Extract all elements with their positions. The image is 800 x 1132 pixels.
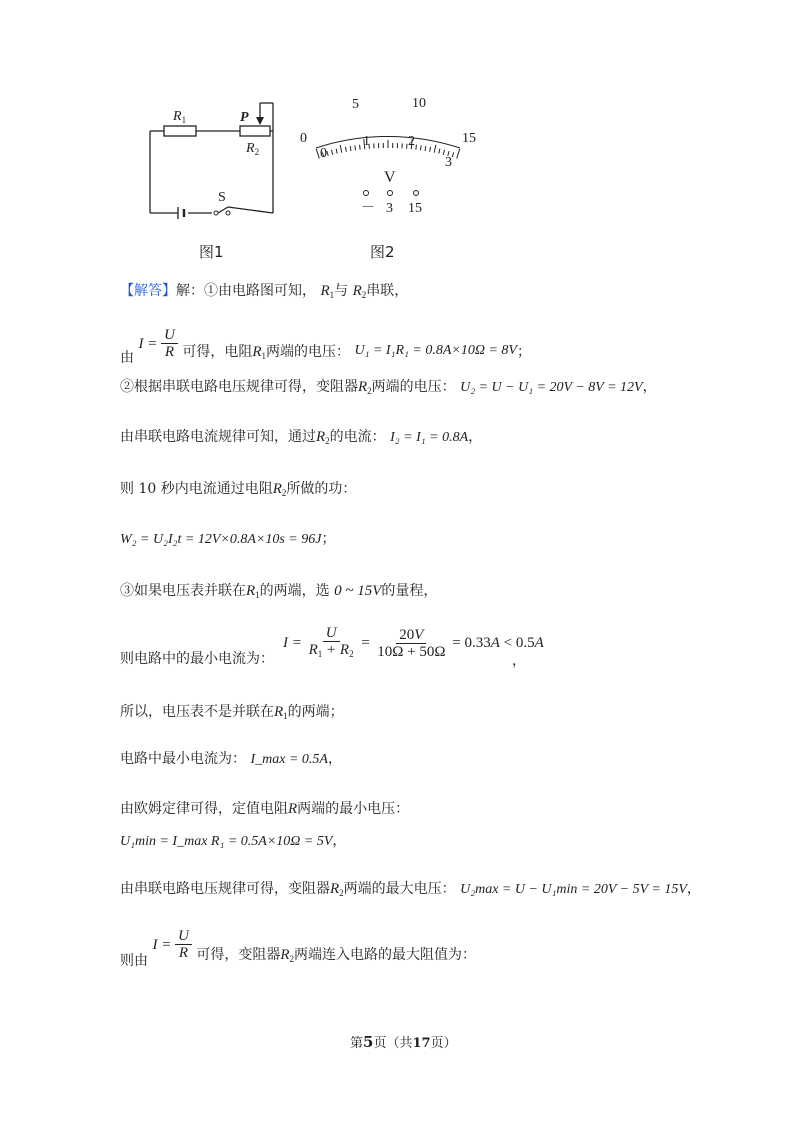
- outer-tick-15: 15: [462, 131, 476, 146]
- eq-imax: I_max = 0.5A: [250, 752, 328, 767]
- outer-tick-5: 5: [352, 97, 359, 112]
- label-s: S: [218, 190, 226, 205]
- eq-i-min: I = $\frac{U}{R_1 + R_2}$ = $\frac{20V}{10\Omega + 50\Omega}$ = 0.33A < 0.5A: [283, 625, 544, 660]
- label-p: P: [240, 110, 249, 125]
- dial-tick: [425, 146, 426, 151]
- terminal-15: [414, 191, 419, 196]
- page-footer: 第5页（共17页）: [350, 1033, 457, 1051]
- solution-line-4: 由串联电路电流规律可知，通过$R_2$的电流： I₂ = I₁ = 0.8A，: [120, 429, 483, 446]
- dial-tick: [430, 147, 431, 152]
- dial-tick: [416, 145, 417, 150]
- inner-tick-0: 0: [320, 146, 327, 161]
- page-total: 17: [412, 1036, 431, 1051]
- figure-2-voltmeter: [290, 90, 490, 220]
- terminal-3: [388, 191, 393, 196]
- label-r2: $R_2$: [246, 141, 260, 157]
- eq-i2: I₂ = I₁ = 0.8A: [390, 430, 469, 445]
- eq-u1min: U₁min = I_max R₁ = 0.5A×10Ω = 5V: [120, 834, 333, 849]
- rheostat-r2: [240, 126, 270, 136]
- dial-tick: [345, 147, 346, 152]
- resistor-r1: [164, 126, 196, 136]
- dial-tick: [327, 151, 328, 156]
- dial-tick: [443, 150, 444, 155]
- solution-line-2: 由 I = $\frac{U}{R}$ 可得，电阻$R_1$两端的电压： U₁ = I₁R₁ = 0.8A×10Ω = 8V；: [120, 327, 531, 366]
- solution-line-8-end: ，: [512, 653, 526, 669]
- dial-tick: [434, 145, 436, 153]
- inner-tick-3: 3: [445, 155, 452, 170]
- terminal-neg: [364, 191, 369, 196]
- solution-line-7: ③如果电压表并联在$R_1$的两端，选 0 ~ 15V的量程，: [120, 583, 438, 600]
- dial-tick: [355, 145, 356, 150]
- eq-u2: U₂ = U − U₁ = 20V − 8V = 12V: [460, 380, 643, 395]
- eq-u1: U₁ = I₁R₁ = 0.8A×10Ω = 8V: [354, 342, 517, 358]
- dial-tick: [360, 145, 361, 150]
- outer-tick-0: 0: [300, 131, 307, 146]
- dial-tick: [439, 149, 440, 154]
- figure-1-caption: 图1: [199, 243, 224, 261]
- dial-tick: [332, 150, 333, 155]
- solution-line-5: 则 10 秒内电流通过电阻$R_2$所做的功：: [120, 481, 357, 498]
- eq-w2: W₂ = U₂I₂t = 12V×0.8A×10s = 96J: [120, 532, 322, 547]
- terminal-label-3: 3: [386, 201, 393, 216]
- inner-tick-2: 2: [408, 134, 415, 149]
- solution-heading: 【解答】: [120, 283, 176, 299]
- terminal-label-neg: －: [361, 201, 375, 216]
- inner-tick-1: 1: [363, 134, 370, 149]
- eq-u2max: U₂max = U − U₁min = 20V − 5V = 15V: [460, 882, 687, 897]
- dial-tick: [340, 145, 342, 153]
- outer-tick-10: 10: [412, 96, 426, 111]
- dial-tick: [420, 145, 421, 150]
- solution-line-12: U₁min = I_max R₁ = 0.5A×10Ω = 5V，: [120, 833, 347, 849]
- dial-tick: [452, 152, 453, 157]
- solution-line-9: 所以，电压表不是并联在$R_1$的两端；: [120, 704, 344, 721]
- solution-line-10: 电路中最小电流为： I_max = 0.5A，: [120, 751, 342, 767]
- figure-1-circuit: [140, 95, 285, 225]
- solution-line-6: W₂ = U₂I₂t = 12V×0.8A×10s = 96J；: [120, 531, 336, 547]
- page-number: 5: [363, 1033, 374, 1051]
- solution-line-14: 则由 I = $\frac{U}{R}$ 可得，变阻器$R_2$两端连入电路的最大阻值为：: [120, 928, 477, 969]
- label-r1: $R_1$: [173, 109, 187, 125]
- terminal-label-15: 15: [408, 201, 422, 216]
- dial-tick: [457, 149, 460, 159]
- dial-tick: [316, 149, 319, 159]
- unit-label: V: [384, 169, 396, 186]
- slider-arrow: [256, 117, 264, 125]
- dial-tick: [350, 146, 351, 151]
- figure-2-caption: 图2: [370, 243, 395, 261]
- solution-line-13: 由串联电路电压规律可得，变阻器$R_2$两端的最大电压： U₂max = U − U₁min = 20V − 5V = 15V，: [120, 881, 701, 898]
- solution-line-1: 【解答】解：①由电路图可知， $R_1$与 $R_2$串联，: [120, 283, 409, 300]
- solution-line-11: 由欧姆定律可得，定值电阻R两端的最小电压：: [120, 801, 410, 817]
- solution-line-3: ②根据串联电路电压规律可得，变阻器$R_2$两端的电压： U₂ = U − U₁ = 20V − 8V = 12V，: [120, 379, 657, 396]
- solution-line-8: 则电路中的最小电流为：: [120, 651, 274, 667]
- dial-tick: [336, 149, 337, 154]
